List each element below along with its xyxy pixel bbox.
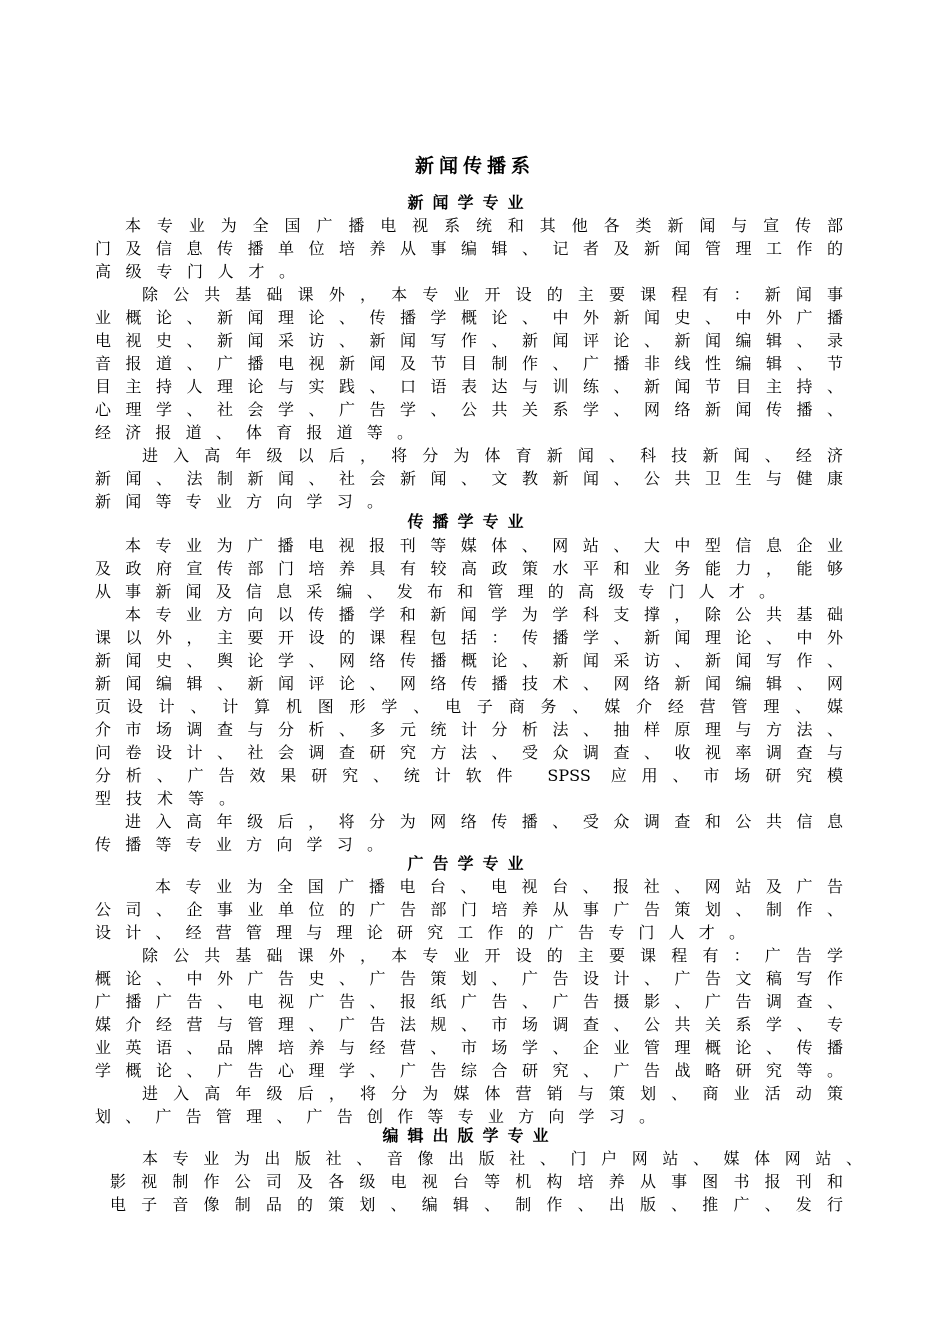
paragraph-line: 新闻史、舆论学、网络传播概论、新闻采访、新闻写作、 (95, 651, 843, 670)
paragraph-line: 新闻编辑、新闻评论、网络传播技术、网络新闻编辑、网 (95, 674, 843, 693)
paragraph-line: 业概论、新闻理论、传播学概论、中外新闻史、中外广播 (95, 308, 843, 327)
paragraph-line: 介市场调查与分析、多元统计分析法、抽样原理与方法、 (95, 720, 843, 739)
paragraph-line: 进入高年级以后，将分为体育新闻、科技新闻、经济 (142, 446, 843, 465)
paragraph-line: 除公共基础课外，本专业开设的主要课程有：广告学 (142, 946, 843, 965)
paragraph-line: 新闻、法制新闻、社会新闻、文教新闻、公共卫生与健康 (95, 469, 843, 488)
paragraph-line: 从事新闻及信息采编、发布和管理的高级专门人才。 (95, 582, 775, 601)
section-heading-communication: 传播学专业 (407, 512, 533, 531)
paragraph-line: 问卷设计、社会调查研究方法、受众调查、收视率调查与 (95, 743, 843, 762)
paragraph-line: 概论、中外广告史、广告策划、广告设计、广告文稿写作 (95, 969, 843, 988)
paragraph-line: 本专业为全国广播电视系统和其他各类新闻与宣传部 (125, 216, 843, 235)
paragraph-line: 设计、经营管理与理论研究工作的广告专门人才。 (95, 923, 745, 942)
paragraph-line: 课以外，主要开设的课程包括：传播学、新闻理论、中外 (95, 628, 843, 647)
paragraph-line: 新闻等专业方向学习。 (95, 492, 383, 511)
paragraph-line: 进入高年级后，将分为网络传播、受众调查和公共信息 (125, 812, 843, 831)
paragraph-line: 页设计、计算机图形学、电子商务、媒介经营管理、媒 (95, 697, 843, 716)
paragraph-line: 及政府宣传部门培养具有较高政策水平和业务能力，能够 (95, 559, 843, 578)
paragraph-line: 本专业方向以传播学和新闻学为学科支撑，除公共基础 (125, 605, 843, 624)
section-heading-editing-publishing: 编辑出版学专业 (382, 1126, 558, 1145)
paragraph-line: 音报道、广播电视新闻及节目制作、广播非线性编辑、节 (95, 354, 843, 373)
paragraph-line: 划、广告管理、广告创作等专业方向学习。 (95, 1107, 655, 1126)
paragraph-line: 媒介经营与管理、广告法规、市场调查、公共关系学、专 (95, 1015, 843, 1034)
paragraph-line: 分析、广告效果研究、统计软件 SPSS 应用、市场研究模 (95, 766, 843, 785)
paragraph-line: 门及信息传播单位培养从事编辑、记者及新闻管理工作的 (95, 239, 843, 258)
paragraph-line: 进入高年级后，将分为媒体营销与策划、商业活动策 (142, 1084, 843, 1103)
paragraph-line: 业英语、品牌培养与经营、市场学、企业管理概论、传播 (95, 1038, 843, 1057)
paragraph-line: 高级专门人才。 (95, 262, 295, 281)
paragraph-line: 心理学、社会学、广告学、公共关系学、网络新闻传播、 (95, 400, 843, 419)
section-heading-journalism: 新闻学专业 (407, 193, 533, 212)
paragraph-line: 型技术等。 (95, 789, 235, 808)
paragraph-line: 本专业为全国广播电台、电视台、报社、网站及广告 (155, 877, 843, 896)
paragraph-line: 公司、企事业单位的广告部门培养从事广告策划、制作、 (95, 900, 843, 919)
paragraph-line: 目主持人理论与实践、口语表达与训练、新闻节目主持、 (95, 377, 843, 396)
page-title: 新闻传播系 (414, 155, 535, 177)
paragraph-line: 除公共基础课外，本专业开设的主要课程有：新闻事 (142, 285, 843, 304)
paragraph-line: 本专业为广播电视报刊等媒体、网站、大中型信息企业 (125, 536, 843, 555)
paragraph-line: 经济报道、体育报道等。 (95, 423, 413, 442)
paragraph-line: 本专业为出版社、音像出版社、门户网站、媒体网站、 (142, 1149, 862, 1168)
paragraph-line: 电视史、新闻采访、新闻写作、新闻评论、新闻编辑、录 (95, 331, 843, 350)
paragraph-line: 学概论、广告心理学、广告综合研究、广告战略研究等。 (95, 1061, 843, 1080)
section-heading-advertising: 广告学专业 (407, 854, 533, 873)
paragraph-line: 影视制作公司及各级电视台等机构培养从事图书报刊和 (110, 1172, 843, 1191)
paragraph-line: 电子音像制品的策划、编辑、制作、出版、推广、发行 (110, 1195, 843, 1214)
paragraph-line: 传播等专业方向学习。 (95, 835, 383, 854)
paragraph-line: 广播广告、电视广告、报纸广告、广告摄影、广告调查、 (95, 992, 843, 1011)
